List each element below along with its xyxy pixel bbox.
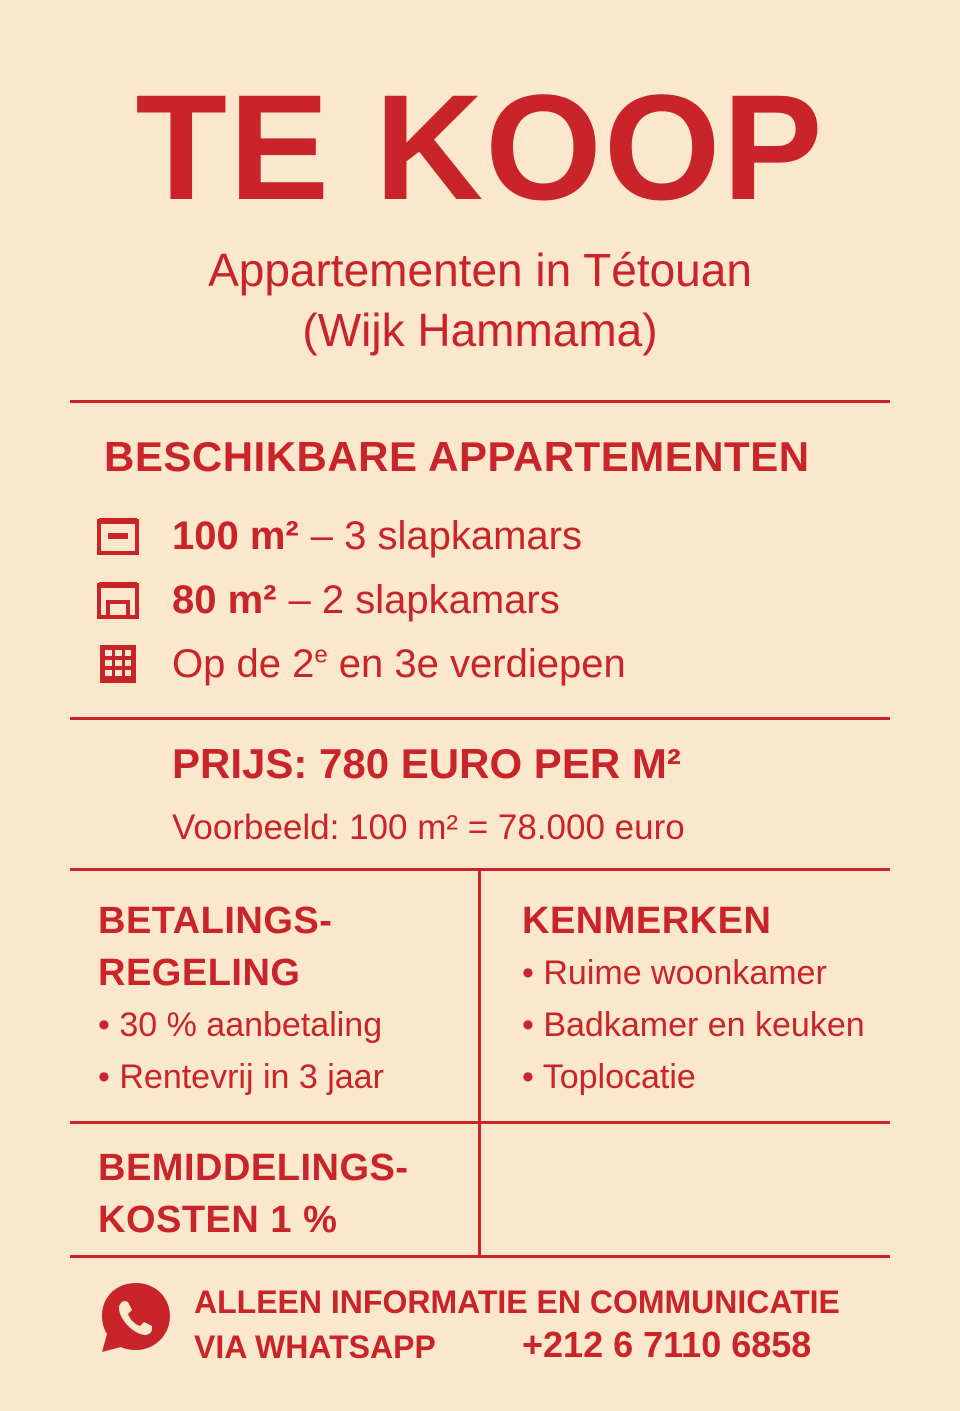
contact-line-1: ALLEEN INFORMATIE EN COMMUNICATIE bbox=[194, 1284, 840, 1320]
payment-heading-line-1: BETALINGS- bbox=[98, 900, 333, 942]
apartment-size: 80 m² bbox=[172, 577, 277, 622]
apartment-rooms: – 2 slapkamars bbox=[288, 577, 560, 622]
window-open-icon bbox=[96, 578, 140, 622]
floors-text: Op de 2e en 3e verdiepen bbox=[172, 641, 626, 686]
payment-heading-line-2: REGELING bbox=[98, 952, 301, 994]
contact-line-2: VIA WHATSAPP bbox=[194, 1329, 436, 1365]
divider bbox=[70, 1255, 890, 1258]
window-icon bbox=[96, 514, 140, 558]
payment-section bbox=[98, 895, 384, 1103]
divider bbox=[70, 717, 890, 720]
page-title: TE KOOP bbox=[135, 63, 825, 231]
apartments-heading: BESCHIKBARE APPARTEMENTEN bbox=[104, 433, 810, 480]
apartment-rooms: – 3 slapkamars bbox=[310, 513, 582, 558]
subtitle-line-2: (Wijk Hammama) bbox=[302, 304, 658, 356]
list-item: • Toplocatie bbox=[522, 1058, 696, 1096]
fees-heading-line-1: BEMIDDELINGS- bbox=[98, 1147, 409, 1189]
phone-number[interactable]: +212 6 7110 6858 bbox=[522, 1324, 812, 1365]
subtitle bbox=[0, 240, 960, 360]
features-section bbox=[522, 895, 865, 1103]
fees-section bbox=[98, 1142, 409, 1246]
column-divider bbox=[478, 868, 481, 1258]
list-item: • Badkamer en keuken bbox=[522, 1006, 865, 1044]
list-item: • Ruime woonkamer bbox=[522, 954, 827, 992]
whatsapp-icon[interactable] bbox=[97, 1279, 175, 1357]
price-heading: PRIJS: 780 EURO PER M² bbox=[172, 740, 681, 787]
features-heading: KENMERKEN bbox=[522, 900, 772, 942]
apartment-item-floors bbox=[96, 636, 626, 692]
divider bbox=[70, 1121, 890, 1124]
fees-heading-line-2: KOSTEN 1 % bbox=[98, 1199, 338, 1241]
divider bbox=[70, 400, 890, 403]
list-item: • Rentevrij in 3 jaar bbox=[98, 1058, 384, 1096]
apartment-item-100 bbox=[96, 508, 582, 564]
apartment-item-80 bbox=[96, 572, 560, 628]
price-example: Voorbeeld: 100 m² = 78.000 euro bbox=[172, 808, 685, 847]
apartment-size: 100 m² bbox=[172, 513, 299, 558]
subtitle-line-1: Appartementen in Tétouan bbox=[208, 244, 752, 296]
building-icon bbox=[96, 642, 140, 686]
list-item: • 30 % aanbetaling bbox=[98, 1006, 383, 1044]
